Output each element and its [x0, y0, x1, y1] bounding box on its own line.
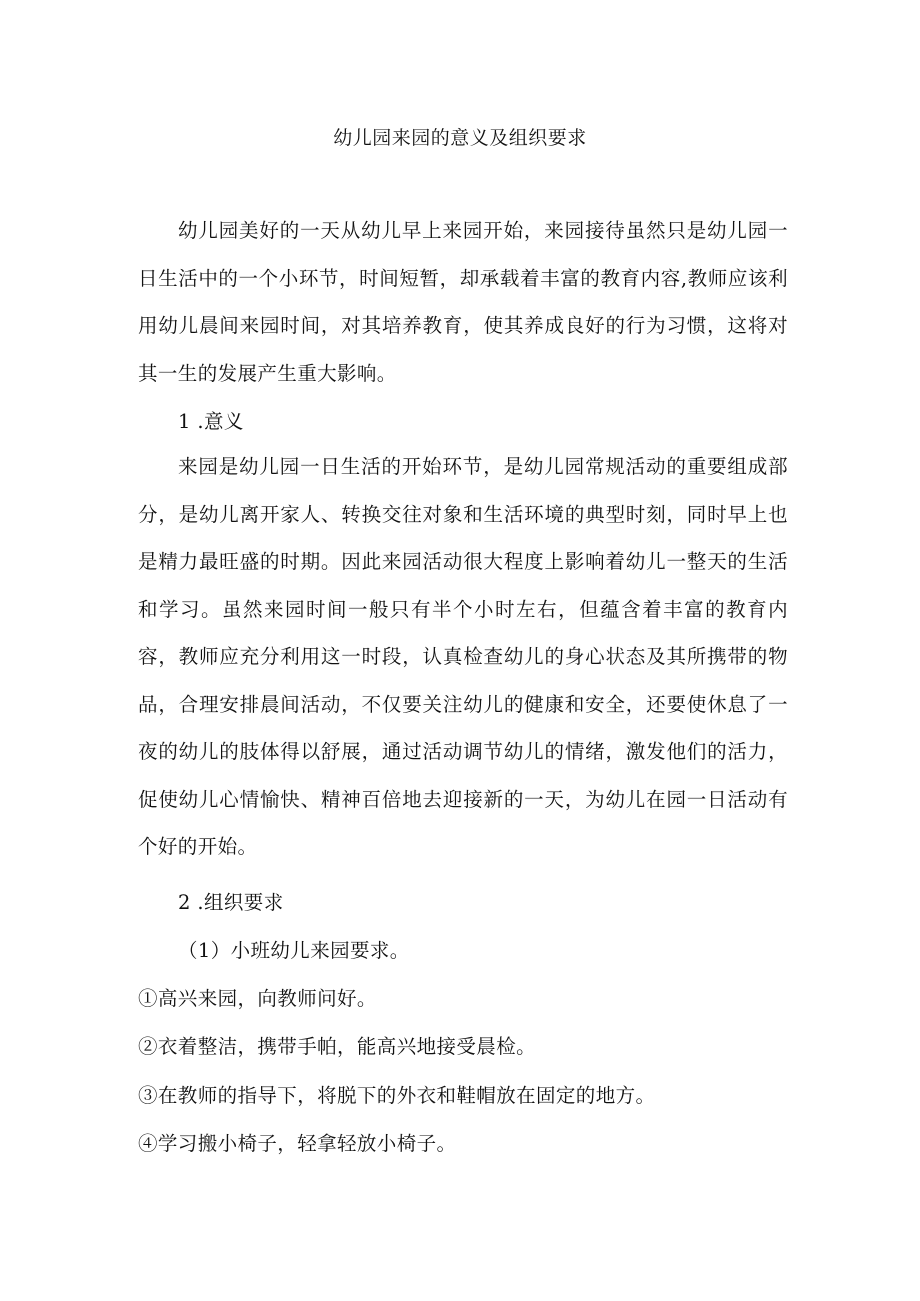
document-title: 幼儿园来园的意义及组织要求: [333, 127, 587, 149]
section-heading-meaning: 1 .意义: [178, 410, 244, 433]
meaning-paragraph: 来园是幼儿园一日生活的开始环节，是幼儿园常规活动的重要组成部分，是幼儿离开家人、转换交往对象和生活环境的典型时刻，同时早上也是精力最旺盛的时期。因此来园活动很大程度上影响着幼儿一整天的生活和学习。虽然来园时间一般只有半个小时左右，但蕴含着丰富的教育内容，教师应充分利用这一时段，认真检查幼儿的身心状态及其所携带的物品，合理安排晨间活动，不仅要关注幼儿的健康和安全，还要使休息了一夜的幼儿的肢体得以舒展，通过活动调节幼儿的情绪，激发他们的活力，促使幼儿心情愉快、精神百倍地去迎接新的一天，为幼儿在园一日活动有个好的开始。: [138, 455, 788, 858]
list-item: ②衣着整洁，携带手帕，能高兴地接受晨检。: [138, 1035, 537, 1058]
list-item: ③在教师的指导下，将脱下的外衣和鞋帽放在固定的地方。: [138, 1084, 656, 1107]
subsection-heading-small-class: （1）小班幼儿来园要求。: [178, 939, 410, 962]
section-heading-requirements: 2 .组织要求: [178, 891, 284, 914]
list-item: ④学习搬小椅子，轻拿轻放小椅子。: [138, 1132, 457, 1155]
intro-paragraph: 幼儿园美好的一天从幼儿早上来园开始，来园接待虽然只是幼儿园一日生活中的一个小环节，时间短暂，却承载着丰富的教育内容,教师应该利用幼儿晨间来园时间，对其培养教育，使其养成良好的行为习惯，这将对其一生的发展产生重大影响。: [138, 219, 788, 385]
list-item: ①高兴来园，向教师问好。: [138, 987, 377, 1010]
